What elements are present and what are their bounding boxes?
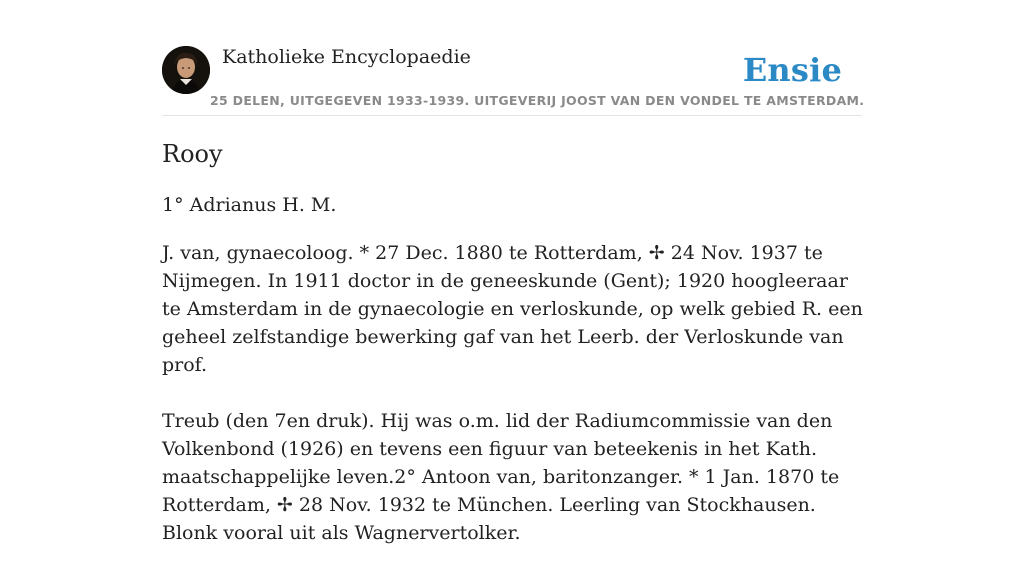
article-subheading: 1° Adrianus H. M. <box>162 194 337 216</box>
article-title: Rooy <box>162 140 223 168</box>
portrait-icon <box>162 46 210 94</box>
article-paragraph: Treub (den 7en druk). Hij was o.m. lid der Radiumcommissie van den Volkenbond (1926) en tevens een figuur van beteekenis in het Kath. maatschappelijke leven.2° Antoon van, baritonzanger. * 1 Jan. 1870 te Rotterdam, ✢ 28 Nov. 1932 te München. Leerling van Stockhausen. Blonk vooral uit als Wagnervertolker. <box>162 410 840 544</box>
ensie-logo-link[interactable]: Ensie <box>742 51 842 89</box>
publication-subtitle: 25 DELEN, UITGEGEVEN 1933-1939. UITGEVERIJ JOOST VAN DEN VONDEL TE AMSTERDAM. <box>210 93 865 108</box>
publication-title[interactable]: Katholieke Encyclopaedie <box>222 46 471 68</box>
publication-avatar[interactable] <box>162 46 210 94</box>
article-body <box>162 239 866 575</box>
article-paragraph: J. van, gynaecoloog. * 27 Dec. 1880 te Rotterdam, ✢ 24 Nov. 1937 te Nijmegen. In 1911 doctor in de geneeskunde (Gent); 1920 hoogleeraar te Amsterdam in de gynaecologie en verloskunde, op welk gebied R. een geheel zelfstandige bewerking gaf van het Leerb. der Verloskunde van prof. <box>162 242 863 376</box>
header-divider <box>162 115 862 116</box>
